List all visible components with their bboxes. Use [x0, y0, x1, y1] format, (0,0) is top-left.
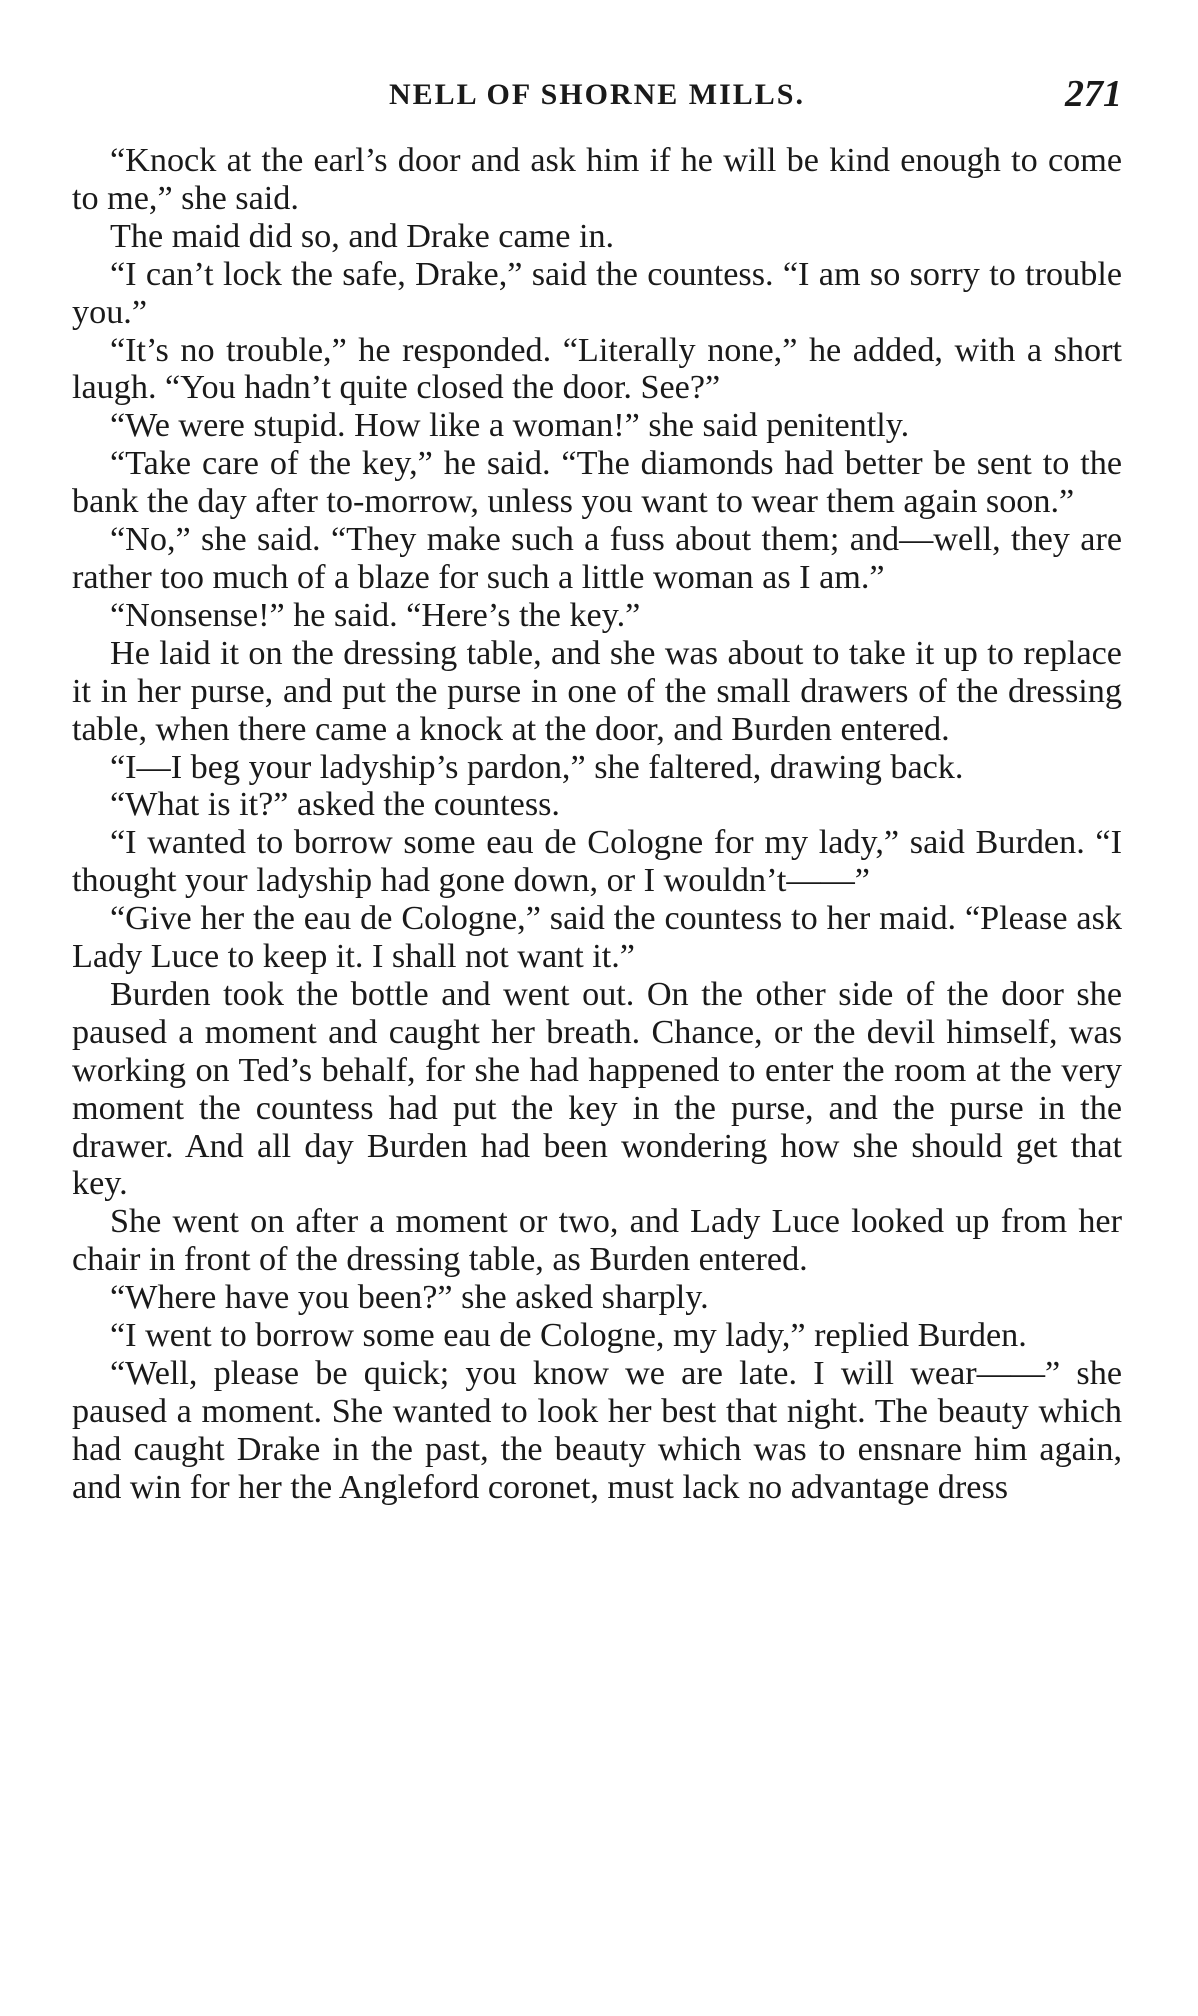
book-page — [72, 70, 1122, 1507]
paragraph: “I can’t lock the safe, Drake,” said the countess. “I am so sorry to trouble you.” — [72, 255, 1122, 331]
paragraph: “Give her the eau de Cologne,” said the countess to her maid. “Please ask Lady Luce to keep it. I shall not want it.” — [72, 900, 1122, 976]
paragraph: “I—I beg your ladyship’s pardon,” she faltered, drawing back. — [110, 748, 964, 786]
paragraph: “Well, please be quick; you know we are late. I will wear——” she paused a moment. She wanted to look her best that night. The beauty which had caught Drake in the past, the beauty which was to ensnare him again, and win for her the Angleford coronet, must lack no advantage dress — [72, 1355, 1122, 1506]
running-head — [72, 70, 1122, 118]
paragraph: “Nonsense!” he said. “Here’s the key.” — [110, 596, 641, 634]
page-number: 271 — [1065, 73, 1122, 115]
paragraph: She went on after a moment or two, and Lady Luce looked up from her chair in front of the dressing table, as Burden entered. — [72, 1203, 1122, 1279]
paragraph: “I wanted to borrow some eau de Cologne for my lady,” said Burden. “I thought your ladyship had gone down, or I wouldn’t——” — [72, 824, 1122, 900]
paragraph: The maid did so, and Drake came in. — [110, 217, 615, 255]
paragraph: He laid it on the dressing table, and she was about to take it up to replace it in her purse, and put the purse in one of the small drawers of the dressing table, when there came a knock at the door, and Burden entered. — [72, 634, 1122, 748]
paragraph: “Take care of the key,” he said. “The diamonds had better be sent to the bank the day after to-morrow, unless you want to wear them again soon.” — [72, 445, 1122, 521]
paragraph: “Where have you been?” she asked sharply. — [110, 1279, 709, 1317]
paragraph: “Knock at the earl’s door and ask him if he will be kind enough to come to me,” she said. — [72, 142, 1122, 217]
running-title: NELL OF SHORNE MILLS. — [389, 78, 805, 111]
paragraph: “We were stupid. How like a woman!” she said penitently. — [110, 407, 910, 445]
paragraph: “It’s no trouble,” he responded. “Literally none,” he added, with a short laugh. “You hadn’t quite closed the door. See?” — [72, 331, 1122, 407]
paragraph: “I went to borrow some eau de Cologne, my lady,” replied Burden. — [110, 1317, 1027, 1355]
paragraph: “What is it?” asked the countess. — [110, 786, 560, 824]
paragraph: Burden took the bottle and went out. On the other side of the door she paused a moment and caught her breath. Chance, or the devil himself, was working on Ted’s behalf, for she had happened to enter the room at the very moment the countess had put the key in the purse, and the purse in the drawer. And all day Burden had been wondering how she should get that key. — [72, 975, 1122, 1203]
paragraph: “No,” she said. “They make such a fuss about them; and—well, they are rather too much of a blaze for such a little woman as I am.” — [72, 521, 1122, 596]
body-text — [72, 142, 1122, 1507]
